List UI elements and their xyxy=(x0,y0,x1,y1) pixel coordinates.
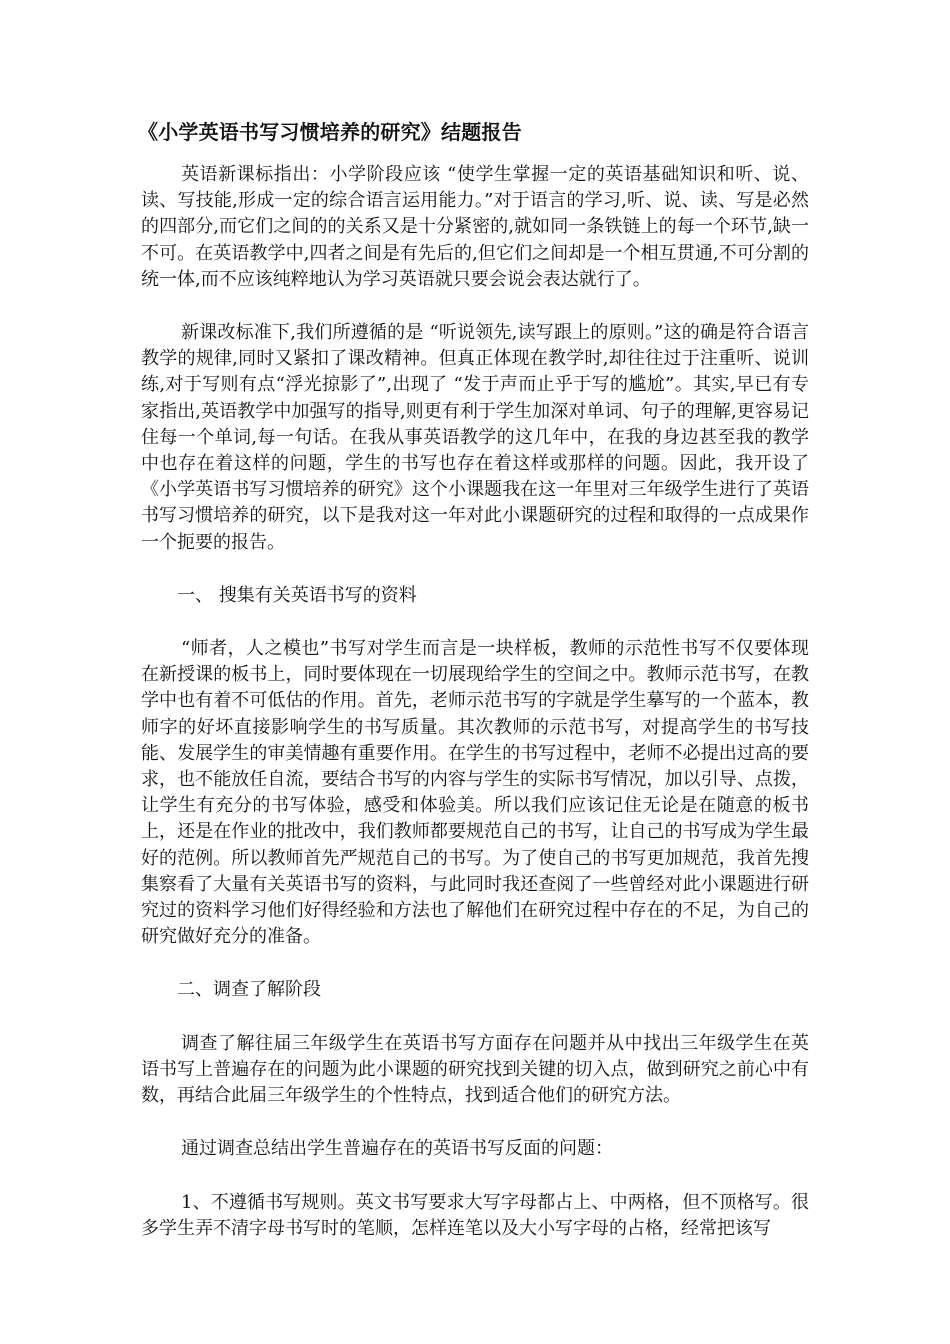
section-heading-2: 二、调查了解阶段 xyxy=(177,979,321,1001)
survey-summary-paragraph: 通过调查总结出学生普遍存在的英语书写反面的问题： xyxy=(181,1138,613,1160)
background-paragraph: 新课改标准下,我们所遵循的是 “听说领先,读写跟上的原则。”这的确是符合语言教学的规律,同时又紧扣了课改精神。但真正体现在教学时,却往往过于注重听、说训练,对于写则有点“浮光掠影了”,出现了 “发于声而止乎于写的尴尬”。其实,早已有专家指出,英语教学中加强写的指导,则更有利于学生加深对单词、句子的理解,更容易记住每一个单词,每一句话。在我从事英语教学的这几年中，在我的身边甚至我的教学中也存在着这样的问题，学生的书写也存在着这样或那样的问题。因此，我开设了《小学英语书写习惯培养的研究》这个小课题我在这一年里对三年级学生进行了英语书写习惯培养的研究，以下是我对这一年对此小课题研究的过程和取得的一点成果作一个扼要的报告。 xyxy=(141,322,809,553)
document-title: 《小学英语书写习惯培养的研究》结题报告 xyxy=(138,120,522,144)
document-page xyxy=(138,118,809,1242)
section-1-paragraph: “师者，人之模也”书写对学生而言是一块样板，教师的示范性书写不仅要体现在新授课的板书上，同时要体现在一切展现给学生的空间之中。教师示范书写，在教学中也有着不可低估的作用。首先，老师示范书写的字就是学生摹写的一个蓝本，教师字的好坏直接影响学生的书写质量。其次教师的示范书写，对提高学生的书写技能、发展学生的审美情趣有重要作用。在学生的书写过程中，老师不必提出过高的要求，也不能放任自流，要结合书写的内容与学生的实际书写情况，加以引导、点拨，让学生有充分的书写体验，感受和体验美。所以我们应该记住无论是在随意的板书上，还是在作业的批改中，我们教师都要规范自己的书写，让自己的书写成为学生最好的范例。所以教师首先严规范自己的书写。为了使自己的书写更加规范，我首先搜集察看了大量有关英语书写的资料，与此同时我还查阅了一些曾经对此小课题进行研究过的资料学习他们好得经验和方法也了解他们在研究过程中存在的不足，为自己的研究做好充分的准备。 xyxy=(141,638,809,948)
section-heading-1: 一、 搜集有关英语书写的资料 xyxy=(177,584,417,606)
intro-paragraph: 英语新课标指出：小学阶段应该 “使学生掌握一定的英语基础知识和听、说、读、写技能,形成一定的综合语言运用能力。”对于语言的学习,听、说、读、写是必然的四部分,而它们之间的的关系又是十分紧密的,就如同一条铁链上的每一个环节,缺一不可。在英语教学中,四者之间是有先后的,但它们之间却是一个相互贯通,不可分割的统一体,而不应该纯粹地认为学习英语就只要会说会表达就行了。 xyxy=(141,164,809,290)
problem-1-paragraph: 1、不遵循书写规则。英文书写要求大写字母都占上、中两格，但不顶格写。很多学生弄不清字母书写时的笔顺，怎样连笔以及大小写字母的占格，经常把该写 xyxy=(141,1191,809,1239)
section-2-paragraph: 调查了解往届三年级学生在英语书写方面存在问题并从中找出三年级学生在英语书写上普遍存在的问题为此小课题的研究找到关键的切入点，做到研究之前心中有数，再结合此届三年级学生的个性特点，找到适合他们的研究方法。 xyxy=(141,1032,809,1107)
